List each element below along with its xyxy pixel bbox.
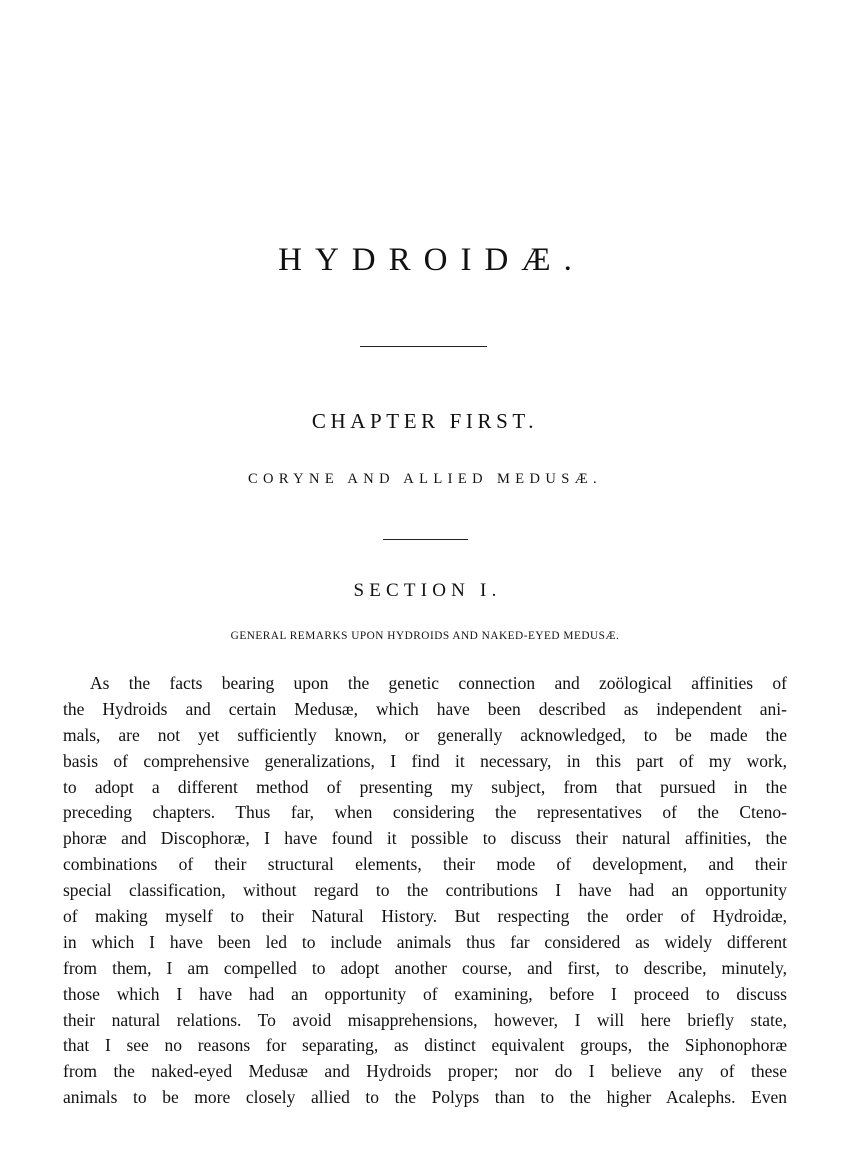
text-line: combinations of their structural elements, their mode of development, and their [63,854,787,875]
section-subtitle: GENERAL REMARKS UPON HYDROIDS AND NAKED-EYED MEDUSÆ. [230,630,620,642]
text-line: the Hydroids and certain Medusæ, which have been described as independent ani- [63,698,787,719]
text-line: that I see no reasons for separating, as distinct equivalent groups, the Siphonophoræ [63,1035,787,1056]
text-line: mals, are not yet sufficiently known, or generally acknowledged, to be made the [63,724,787,745]
text-line: As the facts bearing upon the genetic connection and zoölogical affinities of [90,673,787,693]
chapter-divider [383,539,468,540]
page-title: HYDROIDÆ. [278,242,585,278]
text-line: their natural relations. To avoid misapprehensions, however, I will here briefly state, [63,1009,787,1030]
text-line: animals to be more closely allied to the Polyps than to the higher Acalephs. Even [63,1087,787,1108]
text-line: phoræ and Discophoræ, I have found it possible to discuss their natural affinities, the [63,828,787,849]
body-paragraph [63,671,787,1111]
title-divider [360,346,487,347]
text-line: to adopt a different method of presenting my subject, from that pursued in the [63,776,787,797]
chapter-subtitle: CORYNE AND ALLIED MEDUSÆ. [247,471,603,487]
text-line: in which I have been led to include animals thus far considered as widely different [63,931,787,952]
text-line: special classification, without regard to the contributions I have had an opportunity [63,880,787,901]
section-heading: SECTION I. [353,580,502,601]
chapter-heading: CHAPTER FIRST. [311,409,539,433]
text-line: of making myself to their Natural History. But respecting the order of Hydroidæ, [63,906,787,927]
text-line: from them, I am compelled to adopt another course, and first, to describe, minutely, [63,957,787,978]
text-line: basis of comprehensive generalizations, I find it necessary, in this part of my work, [63,750,787,771]
text-line: from the naked-eyed Medusæ and Hydroids proper; nor do I believe any of these [63,1061,787,1082]
text-line: those which I have had an opportunity of examining, before I proceed to discuss [63,983,787,1004]
text-line: preceding chapters. Thus far, when considering the representatives of the Cteno- [63,802,787,823]
